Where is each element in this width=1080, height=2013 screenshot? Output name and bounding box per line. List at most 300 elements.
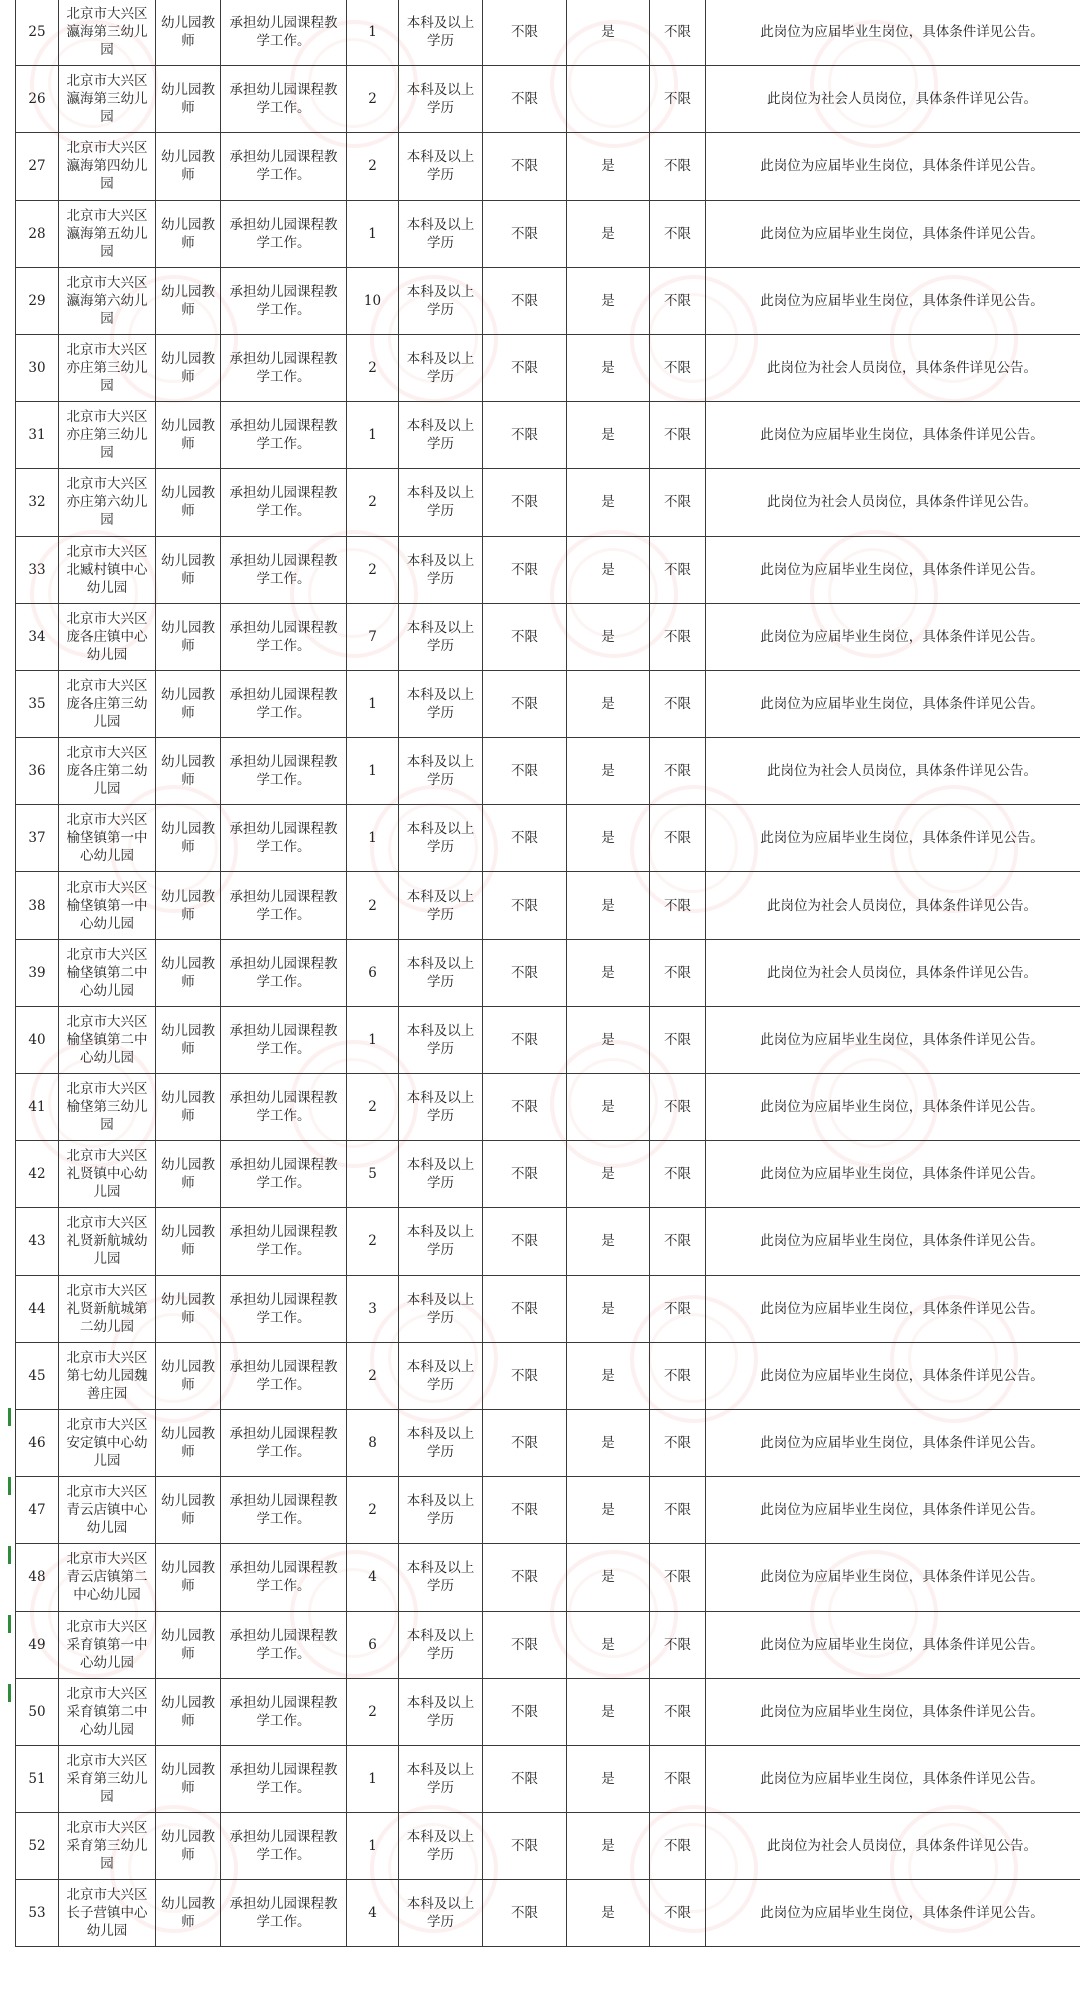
hiring-count: 2	[347, 66, 399, 133]
table-row	[16, 670, 1080, 737]
hiring-count: 7	[347, 603, 399, 670]
table-row	[16, 805, 1080, 872]
table-row	[16, 334, 1080, 401]
fresh-graduate-flag: 是	[567, 1141, 650, 1208]
job-duty: 承担幼儿园课程教学工作。	[221, 267, 347, 334]
fresh-graduate-flag: 是	[567, 1208, 650, 1275]
table-row	[16, 1006, 1080, 1073]
employer-unit: 北京市大兴区青云店镇中心幼儿园	[59, 1477, 156, 1544]
hiring-count: 1	[347, 805, 399, 872]
other-requirement: 不限	[650, 1678, 706, 1745]
fresh-graduate-flag: 是	[567, 939, 650, 1006]
employer-unit: 北京市大兴区第七幼儿园魏善庄园	[59, 1342, 156, 1409]
position-name: 幼儿园教师	[156, 66, 221, 133]
position-name: 幼儿园教师	[156, 1477, 221, 1544]
table-row	[16, 536, 1080, 603]
major-requirement: 不限	[483, 1074, 567, 1141]
other-requirement: 不限	[650, 1208, 706, 1275]
position-name: 幼儿园教师	[156, 1342, 221, 1409]
major-requirement: 不限	[483, 1342, 567, 1409]
major-requirement: 不限	[483, 603, 567, 670]
major-requirement: 不限	[483, 1745, 567, 1812]
job-duty: 承担幼儿园课程教学工作。	[221, 0, 347, 66]
employer-unit: 北京市大兴区采育第三幼儿园	[59, 1813, 156, 1880]
education-requirement: 本科及以上学历	[399, 1880, 483, 1947]
hiring-count: 2	[347, 334, 399, 401]
row-number: 39	[16, 939, 59, 1006]
other-requirement: 不限	[650, 469, 706, 536]
remarks: 此岗位为社会人员岗位，具体条件详见公告。	[706, 469, 1080, 536]
row-number: 37	[16, 805, 59, 872]
fresh-graduate-flag: 是	[567, 133, 650, 200]
education-requirement: 本科及以上学历	[399, 1544, 483, 1611]
major-requirement: 不限	[483, 1678, 567, 1745]
position-name: 幼儿园教师	[156, 1074, 221, 1141]
fresh-graduate-flag: 是	[567, 334, 650, 401]
employer-unit: 北京市大兴区瀛海第三幼儿园	[59, 0, 156, 66]
other-requirement: 不限	[650, 200, 706, 267]
major-requirement: 不限	[483, 1477, 567, 1544]
other-requirement: 不限	[650, 1409, 706, 1476]
other-requirement: 不限	[650, 133, 706, 200]
education-requirement: 本科及以上学历	[399, 66, 483, 133]
job-posts-table	[15, 0, 1080, 1947]
job-duty: 承担幼儿园课程教学工作。	[221, 1342, 347, 1409]
hiring-count: 1	[347, 1813, 399, 1880]
hiring-count: 2	[347, 1678, 399, 1745]
remarks: 此岗位为应届毕业生岗位，具体条件详见公告。	[706, 670, 1080, 737]
major-requirement: 不限	[483, 1611, 567, 1678]
education-requirement: 本科及以上学历	[399, 469, 483, 536]
other-requirement: 不限	[650, 1477, 706, 1544]
hiring-count: 2	[347, 1342, 399, 1409]
table-row	[16, 1813, 1080, 1880]
table-row	[16, 1880, 1080, 1947]
fresh-graduate-flag: 是	[567, 805, 650, 872]
job-duty: 承担幼儿园课程教学工作。	[221, 1813, 347, 1880]
employer-unit: 北京市大兴区庞各庄第三幼儿园	[59, 670, 156, 737]
hiring-count: 4	[347, 1544, 399, 1611]
position-name: 幼儿园教师	[156, 469, 221, 536]
employer-unit: 北京市大兴区安定镇中心幼儿园	[59, 1409, 156, 1476]
hiring-count: 1	[347, 402, 399, 469]
education-requirement: 本科及以上学历	[399, 1208, 483, 1275]
other-requirement: 不限	[650, 1544, 706, 1611]
job-duty: 承担幼儿园课程教学工作。	[221, 66, 347, 133]
row-number: 28	[16, 200, 59, 267]
major-requirement: 不限	[483, 66, 567, 133]
position-name: 幼儿园教师	[156, 0, 221, 66]
job-duty: 承担幼儿园课程教学工作。	[221, 200, 347, 267]
hiring-count: 3	[347, 1275, 399, 1342]
education-requirement: 本科及以上学历	[399, 133, 483, 200]
education-requirement: 本科及以上学历	[399, 1006, 483, 1073]
major-requirement: 不限	[483, 872, 567, 939]
row-number: 35	[16, 670, 59, 737]
position-name: 幼儿园教师	[156, 1678, 221, 1745]
row-number: 49	[16, 1611, 59, 1678]
remarks: 此岗位为社会人员岗位，具体条件详见公告。	[706, 939, 1080, 1006]
employer-unit: 北京市大兴区瀛海第三幼儿园	[59, 66, 156, 133]
table-row	[16, 738, 1080, 805]
education-requirement: 本科及以上学历	[399, 738, 483, 805]
major-requirement: 不限	[483, 738, 567, 805]
row-number: 46	[16, 1409, 59, 1476]
hiring-count: 2	[347, 1477, 399, 1544]
remarks: 此岗位为应届毕业生岗位，具体条件详见公告。	[706, 133, 1080, 200]
hiring-count: 1	[347, 738, 399, 805]
education-requirement: 本科及以上学历	[399, 872, 483, 939]
position-name: 幼儿园教师	[156, 1409, 221, 1476]
education-requirement: 本科及以上学历	[399, 536, 483, 603]
row-number: 32	[16, 469, 59, 536]
other-requirement: 不限	[650, 1006, 706, 1073]
remarks: 此岗位为社会人员岗位，具体条件详见公告。	[706, 66, 1080, 133]
job-duty: 承担幼儿园课程教学工作。	[221, 872, 347, 939]
education-requirement: 本科及以上学历	[399, 1813, 483, 1880]
remarks: 此岗位为应届毕业生岗位，具体条件详见公告。	[706, 1611, 1080, 1678]
remarks: 此岗位为应届毕业生岗位，具体条件详见公告。	[706, 1477, 1080, 1544]
fresh-graduate-flag: 是	[567, 536, 650, 603]
row-number: 50	[16, 1678, 59, 1745]
major-requirement: 不限	[483, 0, 567, 66]
hiring-count: 8	[347, 1409, 399, 1476]
position-name: 幼儿园教师	[156, 267, 221, 334]
hiring-count: 2	[347, 872, 399, 939]
other-requirement: 不限	[650, 872, 706, 939]
major-requirement: 不限	[483, 670, 567, 737]
hiring-count: 1	[347, 0, 399, 66]
remarks: 此岗位为应届毕业生岗位，具体条件详见公告。	[706, 1409, 1080, 1476]
table-row	[16, 469, 1080, 536]
fresh-graduate-flag: 是	[567, 1342, 650, 1409]
table-row	[16, 1678, 1080, 1745]
job-duty: 承担幼儿园课程教学工作。	[221, 805, 347, 872]
education-requirement: 本科及以上学历	[399, 939, 483, 1006]
hiring-count: 2	[347, 133, 399, 200]
education-requirement: 本科及以上学历	[399, 1678, 483, 1745]
employer-unit: 北京市大兴区礼贤新航城幼儿园	[59, 1208, 156, 1275]
fresh-graduate-flag: 是	[567, 738, 650, 805]
row-number: 33	[16, 536, 59, 603]
other-requirement: 不限	[650, 603, 706, 670]
education-requirement: 本科及以上学历	[399, 200, 483, 267]
remarks: 此岗位为应届毕业生岗位，具体条件详见公告。	[706, 1678, 1080, 1745]
employer-unit: 北京市大兴区瀛海第五幼儿园	[59, 200, 156, 267]
remarks: 此岗位为应届毕业生岗位，具体条件详见公告。	[706, 1006, 1080, 1073]
employer-unit: 北京市大兴区礼贤新航城第二幼儿园	[59, 1275, 156, 1342]
major-requirement: 不限	[483, 1409, 567, 1476]
employer-unit: 北京市大兴区青云店镇第二中心幼儿园	[59, 1544, 156, 1611]
fresh-graduate-flag: 是	[567, 1880, 650, 1947]
row-edge-marker	[8, 1408, 11, 1426]
position-name: 幼儿园教师	[156, 738, 221, 805]
remarks: 此岗位为社会人员岗位，具体条件详见公告。	[706, 872, 1080, 939]
employer-unit: 北京市大兴区瀛海第四幼儿园	[59, 133, 156, 200]
employer-unit: 北京市大兴区庞各庄镇中心幼儿园	[59, 603, 156, 670]
remarks: 此岗位为社会人员岗位，具体条件详见公告。	[706, 334, 1080, 401]
job-duty: 承担幼儿园课程教学工作。	[221, 133, 347, 200]
major-requirement: 不限	[483, 1141, 567, 1208]
table-row	[16, 603, 1080, 670]
major-requirement: 不限	[483, 200, 567, 267]
remarks: 此岗位为应届毕业生岗位，具体条件详见公告。	[706, 200, 1080, 267]
table-row	[16, 1074, 1080, 1141]
table-row	[16, 1611, 1080, 1678]
table-row	[16, 1208, 1080, 1275]
table-row	[16, 1544, 1080, 1611]
position-name: 幼儿园教师	[156, 133, 221, 200]
remarks: 此岗位为应届毕业生岗位，具体条件详见公告。	[706, 1074, 1080, 1141]
other-requirement: 不限	[650, 1813, 706, 1880]
other-requirement: 不限	[650, 1275, 706, 1342]
job-duty: 承担幼儿园课程教学工作。	[221, 670, 347, 737]
job-duty: 承担幼儿园课程教学工作。	[221, 1275, 347, 1342]
position-name: 幼儿园教师	[156, 805, 221, 872]
job-duty: 承担幼儿园课程教学工作。	[221, 1745, 347, 1812]
education-requirement: 本科及以上学历	[399, 1275, 483, 1342]
row-number: 51	[16, 1745, 59, 1812]
remarks: 此岗位为应届毕业生岗位，具体条件详见公告。	[706, 1342, 1080, 1409]
fresh-graduate-flag: 是	[567, 1678, 650, 1745]
fresh-graduate-flag: 是	[567, 872, 650, 939]
position-name: 幼儿园教师	[156, 1745, 221, 1812]
hiring-count: 1	[347, 200, 399, 267]
row-edge-marker	[8, 1684, 11, 1702]
fresh-graduate-flag: 是	[567, 1477, 650, 1544]
hiring-count: 6	[347, 939, 399, 1006]
row-number: 36	[16, 738, 59, 805]
job-duty: 承担幼儿园课程教学工作。	[221, 402, 347, 469]
job-duty: 承担幼儿园课程教学工作。	[221, 1477, 347, 1544]
table-row	[16, 402, 1080, 469]
education-requirement: 本科及以上学历	[399, 1745, 483, 1812]
position-name: 幼儿园教师	[156, 1544, 221, 1611]
education-requirement: 本科及以上学历	[399, 1342, 483, 1409]
job-duty: 承担幼儿园课程教学工作。	[221, 1544, 347, 1611]
position-name: 幼儿园教师	[156, 1006, 221, 1073]
employer-unit: 北京市大兴区庞各庄第二幼儿园	[59, 738, 156, 805]
table-row	[16, 66, 1080, 133]
position-name: 幼儿园教师	[156, 536, 221, 603]
remarks: 此岗位为应届毕业生岗位，具体条件详见公告。	[706, 603, 1080, 670]
major-requirement: 不限	[483, 402, 567, 469]
employer-unit: 北京市大兴区采育镇第二中心幼儿园	[59, 1678, 156, 1745]
employer-unit: 北京市大兴区亦庄第三幼儿园	[59, 334, 156, 401]
table-body	[16, 0, 1080, 1947]
employer-unit: 北京市大兴区北臧村镇中心幼儿园	[59, 536, 156, 603]
other-requirement: 不限	[650, 536, 706, 603]
row-number: 38	[16, 872, 59, 939]
row-number: 40	[16, 1006, 59, 1073]
education-requirement: 本科及以上学历	[399, 603, 483, 670]
remarks: 此岗位为应届毕业生岗位，具体条件详见公告。	[706, 1745, 1080, 1812]
major-requirement: 不限	[483, 133, 567, 200]
fresh-graduate-flag: 是	[567, 469, 650, 536]
row-number: 27	[16, 133, 59, 200]
position-name: 幼儿园教师	[156, 402, 221, 469]
job-duty: 承担幼儿园课程教学工作。	[221, 469, 347, 536]
row-number: 41	[16, 1074, 59, 1141]
major-requirement: 不限	[483, 939, 567, 1006]
employer-unit: 北京市大兴区亦庄第六幼儿园	[59, 469, 156, 536]
remarks: 此岗位为应届毕业生岗位，具体条件详见公告。	[706, 0, 1080, 66]
row-number: 29	[16, 267, 59, 334]
remarks: 此岗位为应届毕业生岗位，具体条件详见公告。	[706, 402, 1080, 469]
major-requirement: 不限	[483, 1208, 567, 1275]
table-row	[16, 0, 1080, 66]
job-duty: 承担幼儿园课程教学工作。	[221, 939, 347, 1006]
major-requirement: 不限	[483, 334, 567, 401]
hiring-count: 6	[347, 1611, 399, 1678]
employer-unit: 北京市大兴区榆垡镇第一中心幼儿园	[59, 872, 156, 939]
table-row	[16, 1409, 1080, 1476]
fresh-graduate-flag: 是	[567, 1813, 650, 1880]
row-number: 42	[16, 1141, 59, 1208]
other-requirement: 不限	[650, 0, 706, 66]
job-duty: 承担幼儿园课程教学工作。	[221, 536, 347, 603]
other-requirement: 不限	[650, 334, 706, 401]
other-requirement: 不限	[650, 1745, 706, 1812]
employer-unit: 北京市大兴区榆垡第三幼儿园	[59, 1074, 156, 1141]
job-duty: 承担幼儿园课程教学工作。	[221, 1880, 347, 1947]
major-requirement: 不限	[483, 1880, 567, 1947]
major-requirement: 不限	[483, 267, 567, 334]
row-number: 26	[16, 66, 59, 133]
employer-unit: 北京市大兴区榆垡镇第二中心幼儿园	[59, 939, 156, 1006]
job-duty: 承担幼儿园课程教学工作。	[221, 1409, 347, 1476]
employer-unit: 北京市大兴区长子营镇中心幼儿园	[59, 1880, 156, 1947]
major-requirement: 不限	[483, 1275, 567, 1342]
remarks: 此岗位为应届毕业生岗位，具体条件详见公告。	[706, 805, 1080, 872]
job-duty: 承担幼儿园课程教学工作。	[221, 603, 347, 670]
table-row	[16, 1745, 1080, 1812]
row-edge-marker	[8, 1477, 11, 1495]
row-number: 34	[16, 603, 59, 670]
employer-unit: 北京市大兴区瀛海第六幼儿园	[59, 267, 156, 334]
table-row	[16, 1477, 1080, 1544]
row-edge-marker	[8, 1546, 11, 1564]
remarks: 此岗位为社会人员岗位，具体条件详见公告。	[706, 1813, 1080, 1880]
job-duty: 承担幼儿园课程教学工作。	[221, 1611, 347, 1678]
hiring-count: 2	[347, 536, 399, 603]
row-edge-marker	[8, 1615, 11, 1633]
remarks: 此岗位为应届毕业生岗位，具体条件详见公告。	[706, 1141, 1080, 1208]
remarks: 此岗位为社会人员岗位，具体条件详见公告。	[706, 738, 1080, 805]
fresh-graduate-flag: 是	[567, 1006, 650, 1073]
job-duty: 承担幼儿园课程教学工作。	[221, 738, 347, 805]
position-name: 幼儿园教师	[156, 200, 221, 267]
remarks: 此岗位为应届毕业生岗位，具体条件详见公告。	[706, 1544, 1080, 1611]
row-number: 43	[16, 1208, 59, 1275]
other-requirement: 不限	[650, 738, 706, 805]
job-duty: 承担幼儿园课程教学工作。	[221, 1006, 347, 1073]
row-number: 47	[16, 1477, 59, 1544]
table-row	[16, 872, 1080, 939]
education-requirement: 本科及以上学历	[399, 1074, 483, 1141]
hiring-count: 10	[347, 267, 399, 334]
major-requirement: 不限	[483, 469, 567, 536]
position-name: 幼儿园教师	[156, 1141, 221, 1208]
major-requirement: 不限	[483, 805, 567, 872]
fresh-graduate-flag: 是	[567, 267, 650, 334]
education-requirement: 本科及以上学历	[399, 402, 483, 469]
other-requirement: 不限	[650, 402, 706, 469]
row-number: 31	[16, 402, 59, 469]
row-number: 44	[16, 1275, 59, 1342]
education-requirement: 本科及以上学历	[399, 1611, 483, 1678]
fresh-graduate-flag: 是	[567, 1611, 650, 1678]
education-requirement: 本科及以上学历	[399, 1141, 483, 1208]
row-number: 45	[16, 1342, 59, 1409]
table-row	[16, 200, 1080, 267]
other-requirement: 不限	[650, 670, 706, 737]
table-row	[16, 1342, 1080, 1409]
position-name: 幼儿园教师	[156, 872, 221, 939]
job-duty: 承担幼儿园课程教学工作。	[221, 1208, 347, 1275]
hiring-count: 2	[347, 1074, 399, 1141]
fresh-graduate-flag	[567, 66, 650, 133]
remarks: 此岗位为应届毕业生岗位，具体条件详见公告。	[706, 536, 1080, 603]
fresh-graduate-flag: 是	[567, 670, 650, 737]
education-requirement: 本科及以上学历	[399, 334, 483, 401]
fresh-graduate-flag: 是	[567, 0, 650, 66]
major-requirement: 不限	[483, 536, 567, 603]
position-name: 幼儿园教师	[156, 603, 221, 670]
major-requirement: 不限	[483, 1813, 567, 1880]
other-requirement: 不限	[650, 267, 706, 334]
fresh-graduate-flag: 是	[567, 1544, 650, 1611]
row-number: 30	[16, 334, 59, 401]
remarks: 此岗位为应届毕业生岗位，具体条件详见公告。	[706, 1880, 1080, 1947]
fresh-graduate-flag: 是	[567, 1745, 650, 1812]
position-name: 幼儿园教师	[156, 1611, 221, 1678]
hiring-count: 5	[347, 1141, 399, 1208]
education-requirement: 本科及以上学历	[399, 1477, 483, 1544]
job-duty: 承担幼儿园课程教学工作。	[221, 334, 347, 401]
employer-unit: 北京市大兴区礼贤镇中心幼儿园	[59, 1141, 156, 1208]
row-number: 48	[16, 1544, 59, 1611]
education-requirement: 本科及以上学历	[399, 267, 483, 334]
table-row	[16, 939, 1080, 1006]
other-requirement: 不限	[650, 1141, 706, 1208]
position-name: 幼儿园教师	[156, 1813, 221, 1880]
row-number: 53	[16, 1880, 59, 1947]
job-duty: 承担幼儿园课程教学工作。	[221, 1074, 347, 1141]
position-name: 幼儿园教师	[156, 1880, 221, 1947]
other-requirement: 不限	[650, 1342, 706, 1409]
hiring-count: 2	[347, 469, 399, 536]
job-duty: 承担幼儿园课程教学工作。	[221, 1678, 347, 1745]
remarks: 此岗位为应届毕业生岗位，具体条件详见公告。	[706, 1208, 1080, 1275]
education-requirement: 本科及以上学历	[399, 1409, 483, 1476]
remarks: 此岗位为应届毕业生岗位，具体条件详见公告。	[706, 267, 1080, 334]
hiring-count: 4	[347, 1880, 399, 1947]
other-requirement: 不限	[650, 1611, 706, 1678]
remarks: 此岗位为应届毕业生岗位，具体条件详见公告。	[706, 1275, 1080, 1342]
hiring-count: 2	[347, 1208, 399, 1275]
employer-unit: 北京市大兴区亦庄第三幼儿园	[59, 402, 156, 469]
job-duty: 承担幼儿园课程教学工作。	[221, 1141, 347, 1208]
position-name: 幼儿园教师	[156, 1275, 221, 1342]
major-requirement: 不限	[483, 1006, 567, 1073]
other-requirement: 不限	[650, 66, 706, 133]
table-row	[16, 1141, 1080, 1208]
major-requirement: 不限	[483, 1544, 567, 1611]
row-number: 25	[16, 0, 59, 66]
fresh-graduate-flag: 是	[567, 200, 650, 267]
fresh-graduate-flag: 是	[567, 1409, 650, 1476]
